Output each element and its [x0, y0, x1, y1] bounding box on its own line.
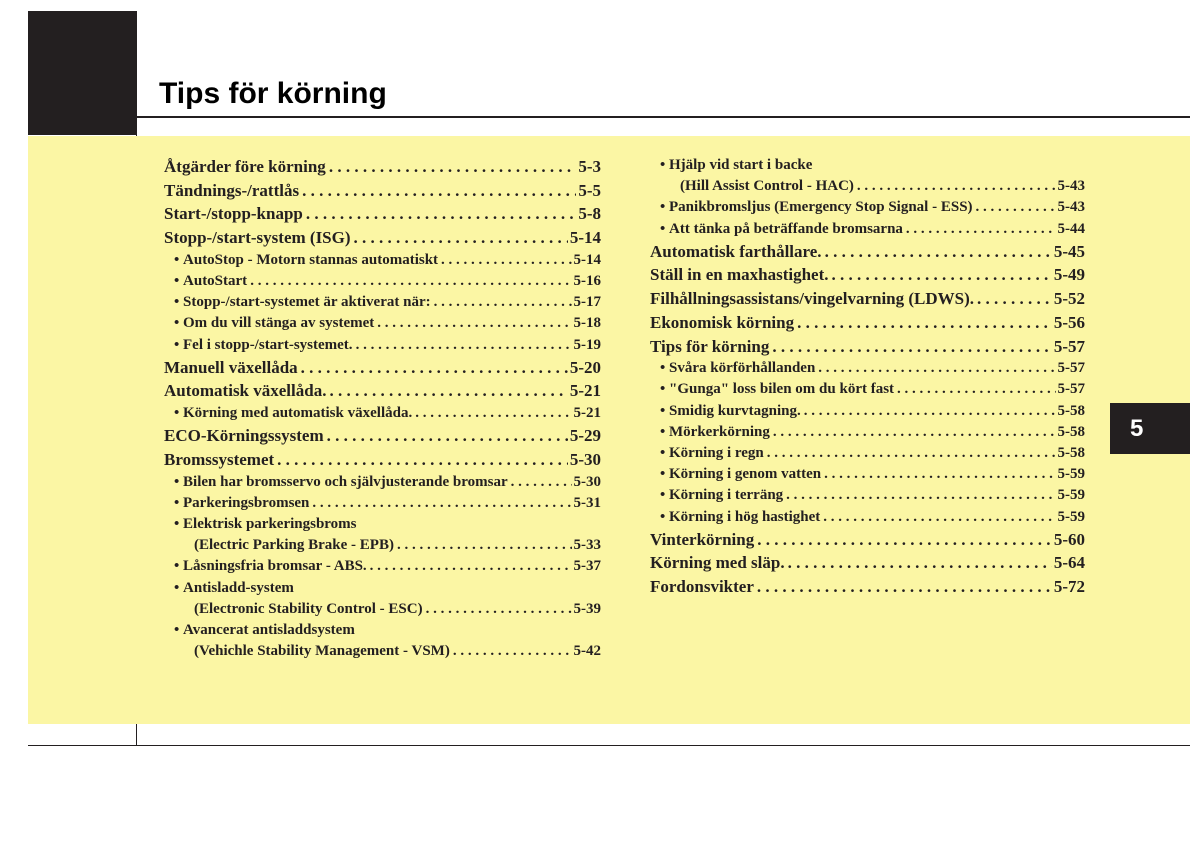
toc-page-number: 5-59: [1057, 466, 1085, 483]
toc-entry-label: Vinterkörning: [650, 529, 755, 549]
dot-leader: [426, 599, 572, 620]
toc-entry-label: • Körning i genom vatten: [660, 464, 821, 485]
dot-leader: [277, 448, 568, 472]
toc-page-number: 5-58: [1057, 444, 1085, 461]
toc-entry-label: Stopp-/start-system (ISG): [164, 228, 351, 248]
toc-entry-label: • Fel i stopp-/start-systemet.: [174, 335, 353, 356]
dot-leader: [453, 641, 572, 662]
toc-entry[interactable]: [164, 448, 601, 472]
dot-leader: [906, 219, 1056, 240]
dot-leader: [897, 379, 1055, 400]
toc-entry[interactable]: [164, 226, 601, 250]
dot-leader: [767, 443, 1056, 464]
toc-subentry[interactable]: [650, 507, 1085, 528]
toc-entry-label: • Körning i hög hastighet: [660, 507, 820, 528]
toc-subentry-heading[interactable]: • Antisladd-system: [164, 578, 601, 599]
toc-subentry[interactable]: [650, 485, 1085, 506]
page-title: Tips för körning: [159, 77, 387, 110]
toc-subentry[interactable]: [650, 464, 1085, 485]
toc-page-number: 5-30: [573, 473, 601, 490]
dot-leader: [825, 240, 1052, 264]
dot-leader: [773, 422, 1056, 443]
toc-entry[interactable]: [650, 528, 1085, 552]
dot-leader: [302, 179, 576, 203]
toc-page-number: 5-8: [578, 204, 601, 224]
dot-leader: [356, 335, 572, 356]
chapter-tab[interactable]: 5: [1110, 403, 1190, 454]
toc-page-number: 5-58: [1057, 402, 1085, 419]
toc-page-number: 5-43: [1057, 199, 1085, 216]
toc-entry-label: (Electronic Stability Control - ESC): [194, 600, 423, 617]
toc-entry-label: • Körning med automatisk växellåda.: [174, 403, 412, 424]
toc-subentry[interactable]: [164, 313, 601, 334]
toc-subentry[interactable]: [650, 422, 1085, 443]
toc-page-number: 5-3: [578, 157, 601, 176]
toc-page-number: 5-21: [569, 381, 601, 401]
toc-page-number: 5-20: [569, 357, 601, 377]
toc-entry-label: • "Gunga" loss bilen om du kört fast: [660, 379, 894, 400]
toc-subentry[interactable]: [164, 403, 601, 424]
dot-leader: [354, 226, 568, 250]
toc-entry[interactable]: [650, 240, 1085, 264]
toc-entry-label: Filhållningsassistans/vingelvarning (LDWS).: [650, 289, 975, 309]
toc-page-number: 5-16: [573, 272, 601, 289]
toc-entry-label: • Smidig kurvtagning.: [660, 401, 801, 422]
toc-entry-label: • Stopp-/start-systemet är aktiverat när:: [174, 292, 431, 313]
toc-subentry[interactable]: [164, 271, 601, 292]
toc-entry-label: • Panikbromsljus (Emergency Stop Signal - ESS): [660, 197, 973, 218]
toc-page-number: 5-14: [573, 251, 601, 268]
toc-page-number: 5-44: [1057, 220, 1085, 237]
toc-entry-label: (Hill Assist Control - HAC): [680, 178, 854, 195]
toc-page-number: 5-17: [573, 294, 601, 311]
toc-entry[interactable]: [650, 335, 1085, 359]
toc-entry[interactable]: [650, 551, 1085, 575]
toc-entry-label: Manuell växellåda: [164, 357, 298, 377]
toc-entry-label: Åtgärder före körning: [164, 157, 326, 176]
dot-leader: [511, 472, 572, 493]
toc-page-number: 5-57: [1053, 336, 1085, 356]
toc-entry-label: ECO-Körningssystem: [164, 426, 324, 446]
dot-leader: [434, 292, 572, 313]
toc-page-number: 5-30: [569, 449, 601, 469]
toc-page-number: 5-37: [573, 558, 601, 575]
toc-page-number: 5-42: [573, 643, 601, 660]
toc-entry-label: Tändnings-/rattlås: [164, 180, 300, 200]
toc-entry-label: • AutoStart: [174, 271, 247, 292]
toc-entry[interactable]: [164, 356, 601, 380]
toc-entry-label: • Körning i regn: [660, 443, 764, 464]
toc-entry-label: • Låsningsfria bromsar - ABS.: [174, 556, 367, 577]
toc-entry-label: Fordonsvikter: [650, 577, 754, 597]
toc-subentry[interactable]: [164, 556, 601, 577]
toc-entry-label: Automatisk farthållare.: [650, 241, 822, 261]
dot-leader: [329, 155, 577, 179]
toc-entry[interactable]: [164, 424, 601, 448]
toc-page-number: 5-39: [573, 600, 601, 617]
toc-entry[interactable]: [650, 575, 1085, 599]
toc-entry[interactable]: [164, 155, 601, 179]
toc-page-number: 5-29: [569, 426, 601, 446]
toc-page-number: 5-60: [1053, 529, 1085, 549]
toc-subentry[interactable]: [650, 176, 1085, 197]
dot-leader: [329, 379, 567, 403]
dot-leader: [804, 401, 1056, 422]
dot-leader: [823, 507, 1055, 528]
toc-subentry[interactable]: [650, 379, 1085, 400]
toc-subentry[interactable]: [650, 358, 1085, 379]
dot-leader: [786, 485, 1055, 506]
toc-page-number: 5-14: [569, 228, 601, 248]
toc-page-number: 5-5: [578, 180, 601, 200]
toc-right-column: [650, 155, 1085, 599]
dot-leader: [788, 551, 1052, 575]
toc-entry[interactable]: [164, 379, 601, 403]
toc-entry-label: • Att tänka på beträffande bromsarna: [660, 219, 903, 240]
toc-page-number: 5-43: [1057, 178, 1085, 195]
toc-entry-label: Tips för körning: [650, 336, 770, 356]
dot-leader: [312, 493, 571, 514]
toc-entry-label: • Mörkerkörning: [660, 422, 770, 443]
toc-entry-label: Automatisk växellåda.: [164, 381, 327, 401]
toc-subentry-heading[interactable]: • Hjälp vid start i backe: [650, 155, 1085, 176]
toc-page-number: 5-49: [1053, 265, 1085, 285]
dot-leader: [377, 313, 571, 334]
toc-entry-label: Bromssystemet: [164, 449, 275, 469]
toc-page-number: 5-59: [1057, 487, 1085, 504]
toc-page-number: 5-45: [1053, 241, 1085, 261]
toc-subentry[interactable]: [164, 641, 601, 662]
toc-page-number: 5-33: [573, 537, 601, 554]
toc-subentry[interactable]: [164, 250, 601, 271]
dot-leader: [757, 528, 1052, 552]
toc-entry-label: Körning med släp.: [650, 553, 785, 573]
toc-entry-label: • Körning i terräng: [660, 485, 783, 506]
dot-leader: [441, 250, 571, 271]
dot-leader: [824, 464, 1055, 485]
toc-page-number: 5-18: [573, 315, 601, 332]
toc-page-number: 5-21: [573, 405, 601, 422]
toc-page-number: 5-58: [1057, 423, 1085, 440]
toc-entry-label: Start-/stopp-knapp: [164, 204, 303, 224]
dot-leader: [772, 335, 1051, 359]
dot-leader: [757, 575, 1052, 599]
toc-subentry[interactable]: [164, 599, 601, 620]
toc-subentry[interactable]: [164, 535, 601, 556]
toc-entry[interactable]: [650, 311, 1085, 335]
toc-page-number: 5-31: [573, 494, 601, 511]
toc-page-number: 5-64: [1053, 553, 1085, 573]
toc-entry-label: • Bilen har bromsservo och självjusterande bromsar: [174, 472, 508, 493]
title-rule: [137, 116, 1190, 118]
toc-subentry[interactable]: [164, 292, 601, 313]
toc-subentry[interactable]: [164, 493, 601, 514]
toc-subentry[interactable]: [650, 197, 1085, 218]
dot-leader: [977, 287, 1052, 311]
toc-left-column: [164, 155, 601, 662]
toc-entry-label: (Vehichle Stability Management - VSM): [194, 643, 450, 660]
chapter-header-block: [28, 11, 137, 135]
dot-leader: [250, 271, 571, 292]
toc-subentry[interactable]: [164, 472, 601, 493]
toc-subentry[interactable]: [164, 335, 601, 356]
dot-leader: [976, 197, 1056, 218]
toc-page-number: 5-57: [1057, 381, 1085, 398]
toc-page-number: 5-59: [1057, 508, 1085, 525]
toc-subentry-heading[interactable]: • Elektrisk parkeringsbroms: [164, 514, 601, 535]
dot-leader: [832, 263, 1052, 287]
toc-entry-label: • Parkeringsbromsen: [174, 493, 309, 514]
toc-entry-label: • AutoStop - Motorn stannas automatiskt: [174, 250, 438, 271]
toc-subentry[interactable]: [650, 443, 1085, 464]
dot-leader: [327, 424, 568, 448]
toc-entry[interactable]: [164, 202, 601, 226]
dot-leader: [397, 535, 572, 556]
dot-leader: [301, 356, 568, 380]
dot-leader: [306, 202, 576, 226]
toc-entry-label: • Svåra körförhållanden: [660, 358, 815, 379]
toc-page-number: 5-72: [1053, 577, 1085, 597]
dot-leader: [797, 311, 1052, 335]
toc-subentry[interactable]: [650, 219, 1085, 240]
toc-subentry-heading[interactable]: • Avancerat antisladdsystem: [164, 620, 601, 641]
dot-leader: [370, 556, 572, 577]
toc-page-number: 5-56: [1053, 312, 1085, 332]
toc-subentry[interactable]: [650, 401, 1085, 422]
toc-entry[interactable]: [650, 263, 1085, 287]
dot-leader: [857, 176, 1056, 197]
toc-page-number: 5-52: [1053, 289, 1085, 309]
bottom-rule: [28, 745, 1190, 746]
toc-entry-label: • Om du vill stänga av systemet: [174, 313, 374, 334]
toc-entry-label: (Electric Parking Brake - EPB): [194, 537, 394, 554]
toc-entry[interactable]: [650, 287, 1085, 311]
dot-leader: [415, 403, 571, 424]
toc-entry[interactable]: [164, 179, 601, 203]
dot-leader: [818, 358, 1055, 379]
toc-entry-label: Ställ in en maxhastighet.: [650, 265, 829, 285]
toc-page-number: 5-57: [1057, 360, 1085, 377]
toc-entry-label: Ekonomisk körning: [650, 312, 795, 332]
toc-page-number: 5-19: [573, 336, 601, 353]
